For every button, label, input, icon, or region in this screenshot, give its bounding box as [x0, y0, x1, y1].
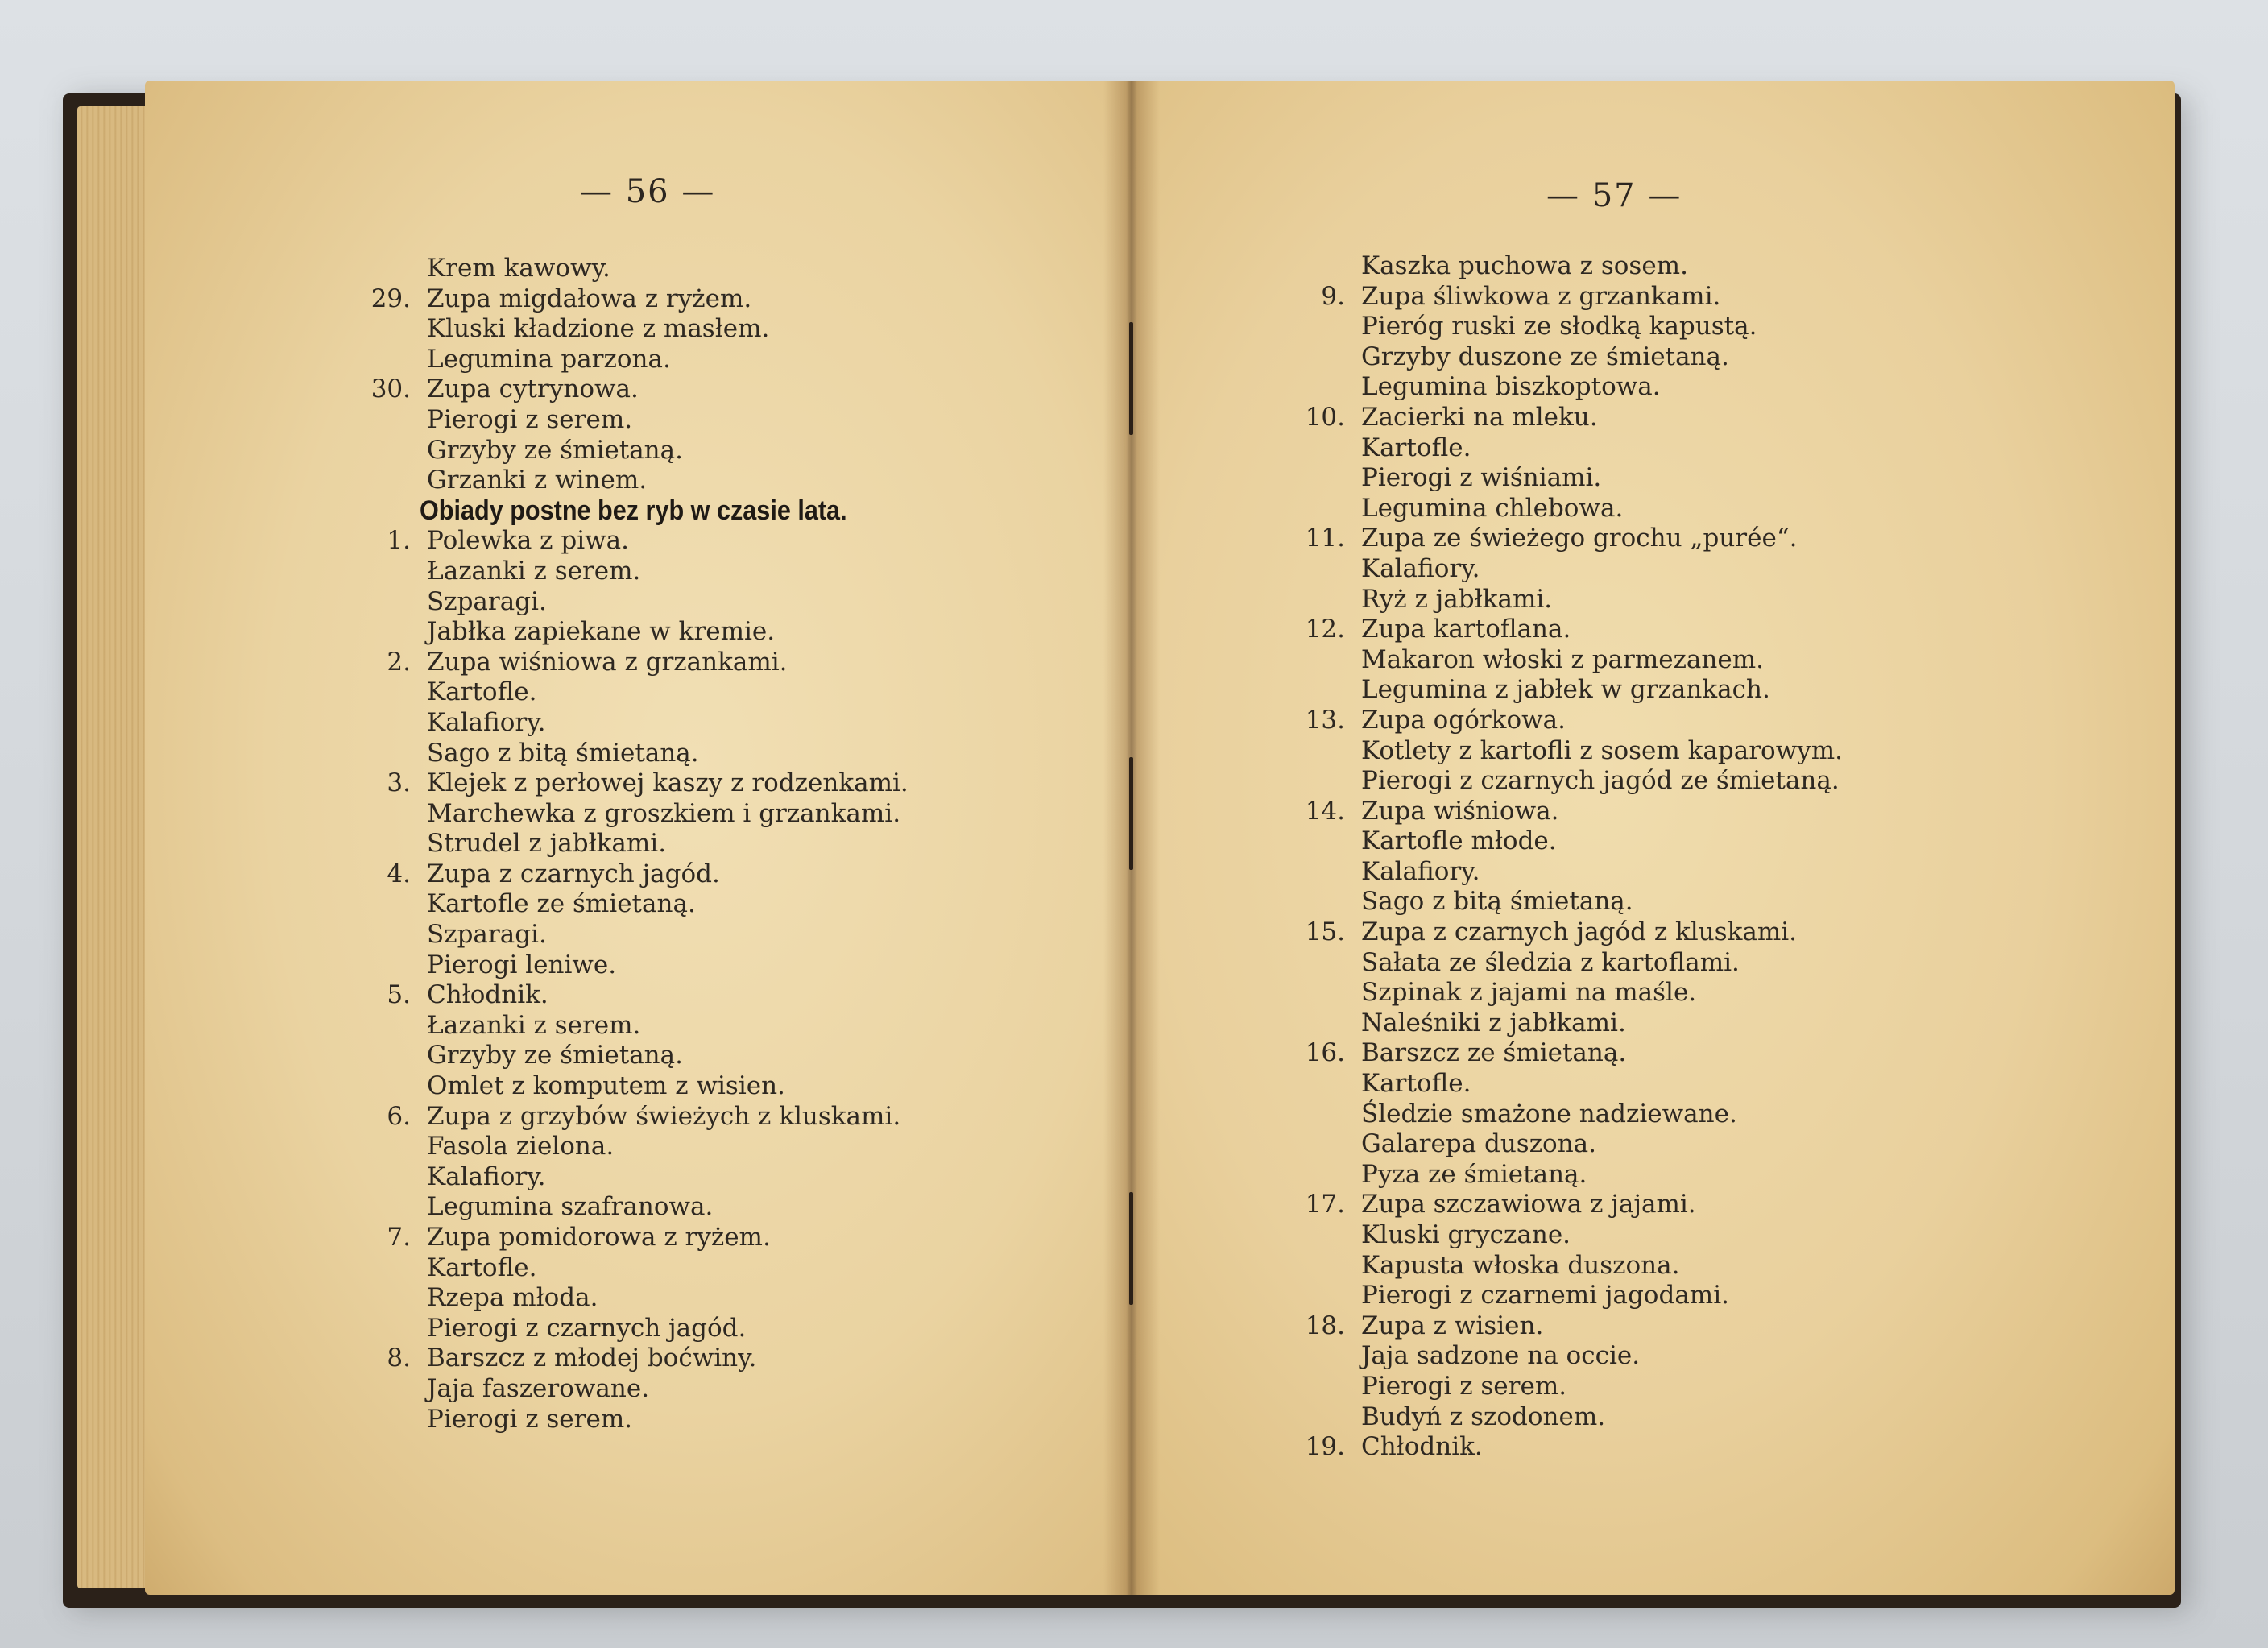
- menu-line: [354, 1223, 902, 1253]
- binding-thread: [1129, 1192, 1133, 1305]
- page-number-left: — 56 —: [580, 173, 716, 210]
- menu-number: 6.: [387, 1101, 411, 1131]
- dish-text: Polewka z piwa.: [427, 526, 629, 556]
- dish-text: Zupa migdałowa z ryżem.: [427, 284, 752, 313]
- menu-number: 2.: [387, 647, 411, 677]
- menu-line: [354, 980, 902, 1011]
- menu-line: [354, 617, 902, 648]
- menu-line: [354, 345, 902, 375]
- dish-text: Zupa wiśniowa.: [1361, 796, 1559, 826]
- menu-number: 18.: [1305, 1311, 1345, 1340]
- menu-line: [354, 1283, 902, 1314]
- dish-text: Rzepa młoda.: [427, 1283, 598, 1313]
- dish-text: Łazanki z serem.: [427, 1010, 641, 1040]
- dish-text: Grzyby duszone ze śmietaną.: [1361, 342, 1729, 371]
- dish-text: Kartofle.: [1361, 1069, 1471, 1099]
- menu-line: [354, 375, 902, 405]
- dish-text: Chłodnik.: [1361, 1432, 1483, 1462]
- menu-number: 13.: [1305, 705, 1345, 735]
- page-number-right: — 57 —: [1546, 177, 1682, 214]
- dish-text: Barszcz z młodej boćwiny.: [427, 1344, 757, 1373]
- dish-text: Sałata ze śledzia z kartoflami.: [1361, 947, 1740, 977]
- menu-line: [354, 889, 902, 920]
- menu-line: [354, 1011, 902, 1041]
- dish-text: Grzyby ze śmietaną.: [427, 1041, 683, 1070]
- dish-text: Zupa cytrynowa.: [427, 375, 639, 404]
- dish-text: Legumina z jabłek w grzankach.: [1361, 675, 1770, 705]
- dish-text: Marchewka z groszkiem i grzankami.: [427, 798, 901, 828]
- menu-number: 8.: [387, 1344, 411, 1373]
- dish-text: Kotlety z kartofli z sosem kaparowym.: [1361, 735, 1844, 765]
- dish-text: Omlet z komputem z wisien.: [427, 1071, 785, 1101]
- dish-text: Pieróg ruski ze słodką kapustą.: [1361, 312, 1757, 342]
- dish-text: Kartofle ze śmietaną.: [427, 889, 696, 919]
- menu-line: [354, 526, 902, 557]
- menu-line: [354, 405, 902, 436]
- dish-text: Grzanki z winem.: [427, 466, 648, 495]
- dish-text: Makaron włoski z parmezanem.: [1361, 644, 1764, 674]
- dish-text: Zupa śliwkowa z grzankami.: [1361, 281, 1721, 311]
- dish-text: Galarepa duszona.: [1361, 1129, 1597, 1159]
- menu-line: [354, 739, 902, 769]
- menu-number: 15.: [1305, 917, 1345, 947]
- dish-text: Naleśniki z jabłkami.: [1361, 1008, 1626, 1037]
- dish-text: Kalafiory.: [1361, 553, 1480, 583]
- dish-text: Jabłka zapiekane w kremie.: [427, 617, 776, 647]
- menu-line: [354, 1162, 902, 1193]
- menu-line: [354, 284, 902, 315]
- menu-line: [354, 859, 902, 890]
- dish-text: Kaszka puchowa z sosem.: [1361, 251, 1688, 280]
- dish-text: Pierogi leniwe.: [427, 950, 617, 979]
- menu-line: [354, 1344, 902, 1374]
- dish-text: Legumina parzona.: [427, 344, 671, 374]
- dish-text: Kalafiory.: [1361, 856, 1480, 886]
- dish-text: Kalafiory.: [427, 707, 546, 737]
- menu-number: 14.: [1305, 796, 1345, 826]
- menu-number: 9.: [1321, 281, 1345, 311]
- menu-number: 10.: [1305, 402, 1345, 432]
- dish-text: Barszcz ze śmietaną.: [1361, 1038, 1627, 1068]
- menu-number: 5.: [387, 980, 411, 1010]
- menu-line: [354, 466, 902, 496]
- menu-line: [354, 557, 902, 587]
- dish-text: Pierogi z serem.: [1361, 1371, 1567, 1401]
- menu-line: [354, 1102, 902, 1132]
- dish-text: Kartofle.: [1361, 433, 1471, 462]
- dish-text: Zupa z czarnych jagód.: [427, 859, 720, 888]
- menu-number: 16.: [1305, 1038, 1345, 1068]
- dish-text: Jaja faszerowane.: [427, 1373, 650, 1403]
- dish-text: Pierogi z serem.: [427, 1404, 633, 1434]
- dish-text: Sago z bitą śmietaną.: [427, 738, 699, 768]
- dish-text: Chłodnik.: [427, 980, 548, 1010]
- menu-line: [354, 648, 902, 678]
- menu-number: 30.: [370, 375, 411, 404]
- dish-text: Szpinak z jajami na maśle.: [1361, 978, 1697, 1008]
- dish-text: Ryż z jabłkami.: [1361, 584, 1553, 614]
- dish-text: Grzyby ze śmietaną.: [427, 435, 683, 465]
- left-page: [145, 81, 1144, 1595]
- dish-text: Pierogi z czarnych jagód ze śmietaną.: [1361, 766, 1840, 796]
- binding-thread: [1129, 757, 1133, 870]
- menu-line: [354, 677, 902, 708]
- menu-line: [354, 950, 902, 981]
- menu-line: [354, 314, 902, 345]
- dish-text: Pierogi z serem.: [427, 404, 633, 434]
- menu-line: [354, 1071, 902, 1102]
- menu-line: [354, 768, 908, 799]
- menu-number: 17.: [1305, 1190, 1345, 1219]
- dish-text: Jaja sadzone na occie.: [1361, 1341, 1641, 1371]
- dish-text: Pierogi z wiśniami.: [1361, 463, 1602, 493]
- dish-text: Zupa szczawiowa z jajami.: [1361, 1190, 1696, 1219]
- dish-text: Pierogi z czarnemi jagodami.: [1361, 1281, 1729, 1311]
- dish-text: Zupa pomidorowa z ryżem.: [427, 1223, 771, 1252]
- dish-text: Krem kawowy.: [427, 254, 610, 283]
- menu-number: 29.: [370, 284, 411, 313]
- menu-line: [354, 587, 902, 618]
- dish-text: Pyza ze śmietaną.: [1361, 1159, 1587, 1189]
- menu-line: [354, 1132, 902, 1162]
- menu-number: 4.: [387, 859, 411, 888]
- dish-text: Zupa ze świeżego grochu „purée“.: [1361, 524, 1798, 553]
- section-heading: Obiady postne bez ryb w czasie lata.: [420, 495, 847, 526]
- dish-text: Szparagi.: [427, 920, 547, 950]
- dish-text: Zupa ogórkowa.: [1361, 705, 1566, 735]
- menu-number: 7.: [387, 1223, 411, 1252]
- menu-line: [354, 1314, 902, 1344]
- dish-text: Kluski kładzione z masłem.: [427, 314, 770, 344]
- dish-text: Kartofle.: [427, 677, 537, 707]
- dish-text: Zacierki na mleku.: [1361, 402, 1598, 432]
- dish-text: Zupa z grzybów świeżych z kluskami.: [427, 1101, 901, 1131]
- menu-line: [354, 829, 902, 859]
- dish-text: Zupa z czarnych jagód z kluskami.: [1361, 917, 1798, 947]
- left-page-entries: [354, 254, 908, 1435]
- dish-text: Fasola zielona.: [427, 1132, 615, 1161]
- dish-text: Pierogi z czarnych jagód.: [427, 1313, 747, 1343]
- dish-text: Szparagi.: [427, 586, 547, 616]
- menu-line: [354, 1253, 902, 1284]
- menu-line: [354, 1405, 902, 1435]
- dish-text: Sago z bitą śmietaną.: [1361, 887, 1633, 917]
- dish-text: Kluski gryczane.: [1361, 1220, 1571, 1249]
- dish-text: Budyń z szodonem.: [1361, 1402, 1606, 1431]
- dish-text: Kartofle młode.: [1361, 826, 1557, 856]
- right-page: [1128, 81, 2175, 1595]
- menu-number: 1.: [387, 526, 411, 556]
- dish-text: Legumina szafranowa.: [427, 1192, 714, 1222]
- menu-line: [354, 1041, 902, 1071]
- dish-text: Strudel z jabłkami.: [427, 829, 667, 859]
- dish-text: Legumina chlebowa.: [1361, 493, 1624, 523]
- menu-line: [354, 799, 902, 830]
- menu-number: 12.: [1305, 615, 1345, 644]
- binding-thread: [1129, 322, 1133, 435]
- menu-number: 11.: [1305, 524, 1345, 553]
- menu-line: [354, 1374, 902, 1405]
- dish-text: Łazanki z serem.: [427, 556, 641, 586]
- menu-number: 3.: [387, 768, 411, 798]
- dish-text: Kapusta włoska duszona.: [1361, 1250, 1680, 1280]
- menu-line: [354, 1192, 902, 1223]
- dish-text: Zupa wiśniowa z grzankami.: [427, 647, 788, 677]
- menu-number: 19.: [1305, 1432, 1345, 1462]
- dish-text: Legumina biszkoptowa.: [1361, 372, 1661, 402]
- menu-line: [354, 920, 902, 950]
- dish-text: Śledzie smażone nadziewane.: [1361, 1099, 1737, 1128]
- dish-text: Kartofle.: [427, 1253, 537, 1282]
- dish-text: Zupa kartoflana.: [1361, 615, 1571, 644]
- menu-line: [354, 254, 902, 284]
- menu-line: [354, 436, 902, 466]
- dish-text: Zupa z wisien.: [1361, 1311, 1544, 1340]
- dish-text: Klejek z perłowej kaszy z rodzenkami.: [427, 768, 908, 798]
- dish-text: Kalafiory.: [427, 1161, 546, 1191]
- menu-line: [354, 708, 902, 739]
